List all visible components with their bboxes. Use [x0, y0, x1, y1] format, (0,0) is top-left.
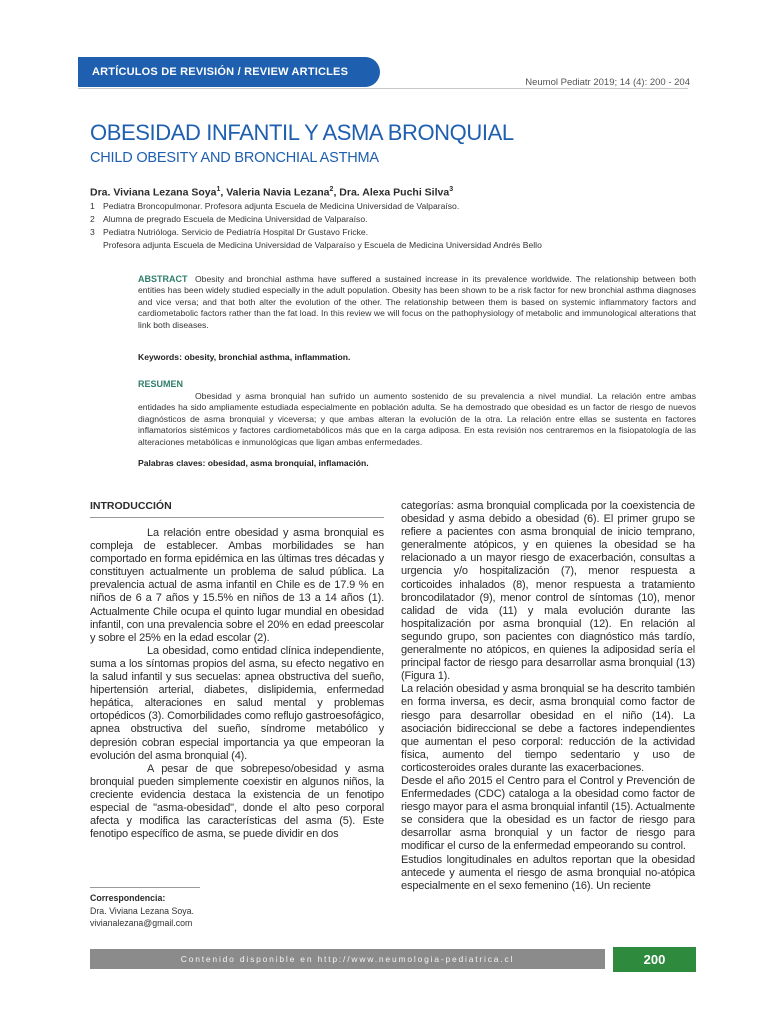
body-paragraph: La obesidad, como entidad clínica independiente, suma a los síntomas propios del asma, su efecto negativo en la salud infantil y sus secuelas: apnea obstructiva del sueño, hipertensión arterial, diabetes, dislipidemia, enfermedad hepática, alteraciones en salud mental y problemas ortopédicos (3). Comorbilidades como reflujo gastroesofágico, apnea obstructiva del sueño, síndrome metabólico y depresión cobran especial importancia ya que empeoran la evolución del asma bronquial (4). [90, 644, 384, 762]
body-column-right [401, 500, 695, 893]
author-affiliation-mark: 1 [216, 186, 221, 193]
body-paragraph: Estudios longitudinales en adultos reportan que la obesidad antecede y aumenta el riesgo de asma bronquial no-atópica especialmente en el sexo femenino (16). Un reciente [401, 853, 695, 892]
page-number: 200 [613, 947, 696, 972]
correspondence-name: Dra. Viviana Lezana Soya. [90, 906, 194, 916]
author-name: Valeria Navia Lezana [226, 186, 330, 199]
article-title: OBESIDAD INFANTIL Y ASMA BRONQUIAL [90, 120, 514, 145]
resumen-keywords: Palabras claves: obesidad, asma bronquial, inflamación. [138, 458, 369, 468]
resumen-label: RESUMEN [138, 379, 184, 389]
affiliation: 2 Alumna de pregrado Escuela de Medicina Universidad de Valparaíso. [90, 214, 368, 224]
author-affiliation-mark: 2 [329, 186, 334, 193]
body-paragraph: categorías: asma bronquial complicada por la coexistencia de obesidad y asma debido a obesidad (6). El primer grupo se refiere a pacientes con asma bronquial de inicio temprano, generalmente atópicos, y en quienes la obesidad se ha relacionado a un mayor riesgo de exacerbación, consultas a urgencia y/o hospitalización (7), menor respuesta a corticoides inhalados (8), menor respuesta a tratamiento broncodilatador (9), menor control de síntomas (10), menor calidad de vida (11) y mala evolución durante las hospitalización por asma bronquial (12). En relación al segundo grupo, son pacientes con diagnóstico más tardío, generalmente no atópicos, en quienes la adiposidad sería el principal factor de riesgo para desarrollar asma bronquial (13) (Figura 1). [401, 500, 695, 683]
abstract-keywords: Keywords: obesity, bronchial asthma, inflammation. [138, 352, 351, 362]
body-paragraph: La relación obesidad y asma bronquial se ha descrito también en forma inversa, es decir, asma bronquial como factor de riesgo para desarrollar obesidad en el niño (14). La asociación bidireccional se debe a factores independientes que aumentan el peso corporal: reducción de la actividad física, aumento del tiempo sedentario y uso de corticosteroides orales durante las exacerbaciones. [401, 683, 695, 774]
journal-citation: Neumol Pediatr 2019; 14 (4): 200 - 204 [525, 77, 690, 88]
abstract-label: ABSTRACT [138, 274, 188, 284]
author-affiliation-mark: 3 [449, 186, 454, 193]
affiliation: 3 Pediatra Nutrióloga. Servicio de Pediatría Hospital Dr Gustavo Fricke. [90, 227, 369, 237]
article-title-english: CHILD OBESITY AND BRONCHIAL ASTHMA [90, 150, 379, 166]
section-heading-intro: INTRODUCCIÓN [90, 500, 172, 512]
header-rule [78, 88, 688, 89]
author-name: Dra. Viviana Lezana Soya [90, 186, 217, 199]
section-banner: ARTÍCULOS DE REVISIÓN / REVIEW ARTICLES [78, 57, 380, 87]
body-paragraph: La relación entre obesidad y asma bronquial es compleja de establecer. Ambas morbilidades se han comportado en forma epidémica en las últimas tres décadas y constituyen actualmente un problema de salud pública. La prevalencia actual de asma infantil en Chile es de 17.9 % en niños de 6 a 7 años y 15.5% en niños de 13 a 14 años (1). Actualmente Chile ocupa el quinto lugar mundial en obesidad infantil, con una prevalencia sobre el 20% en edad preescolar y sobre el 25% en la edad escolar (2). [90, 527, 384, 644]
author-name: Dra. Alexa Puchi Silva [339, 186, 450, 199]
correspondence-label: Correspondencia: [90, 893, 166, 903]
body-paragraph: Desde el año 2015 el Centro para el Control y Prevención de Enfermedades (CDC) cataloga a la obesidad como factor de riesgo mayor para el asma bronquial infantil (15). Actualmente se considera que la obesidad es un factor de riesgo para desarrollar asma bronquial y un factor de riesgo para modificar el curso de la enfermedad empeorando su control. [401, 774, 695, 853]
resumen-text: Obesidad y asma bronquial han sufrido un aumento sostenido de su prevalencia a nivel mundial. La relación entre ambas entidades ha sido ampliamente estudiada especialmente en población adulta. Se ha demostrado que obesidad es un factor de riesgo de nuevos diagnósticos de asma bronquial y viceversa; y que ambas alteran la evolución de la otra. La relación entre ellas se sustenta en factores inflamatorios sistémicos y factores cardiometabólicos más que en la carga adiposa. En esta revisión nos centraremos en la fisiopatología de las alteraciones metabólicas e inmunológicas que ligan ambas enfermedades. [138, 391, 696, 447]
section-rule [90, 517, 384, 518]
affiliation: 1 Pediatra Broncopulmonar. Profesora adjunta Escuela de Medicina Universidad de Valparaíso. [90, 201, 460, 211]
correspondence-rule [90, 887, 200, 888]
body-column-left [90, 527, 384, 841]
footer-url-text[interactable]: Contenido disponible en http://www.neumologia-pediatrica.cl [180, 954, 515, 964]
correspondence-email[interactable]: vivianalezana@gmail.com [90, 918, 193, 928]
affiliation: Profesora adjunta Escuela de Medicina Universidad de Valparaíso y Escuela de Medicina Universidad Andrés Bello [103, 240, 542, 250]
author-list: Dra. Viviana Lezana Soya$^1$, Valeria Navia Lezana$^2$, Dra. Alexa Puchi Silva$^3$ [90, 186, 454, 199]
abstract-text: Obesity and bronchial asthma have suffered a sustained increase in its prevalence worldwide. The relationship between both entities has been widely studied especially in the adult population. Obesity has been shown to be a risk factor for new bronchial asthma diagnoses and vice versa; and that both alter the evolution of the other. The relationship between them is based on systemic inflammatory factors and cardiometabolic factors rather than the fat load. In this review we will focus on the pathophysiology of metabolic and immunological alterations that link both diseases. [138, 274, 696, 330]
body-paragraph: A pesar de que sobrepeso/obesidad y asma bronquial pueden simplemente coexistir en algunos niños, la creciente evidencia destaca la existencia de un fenotipo especial de "asma-obesidad", donde el alto peso corporal afecta y modifica las características del asma (5). Este fenotipo específico de asma, se puede dividir en dos [90, 762, 384, 841]
